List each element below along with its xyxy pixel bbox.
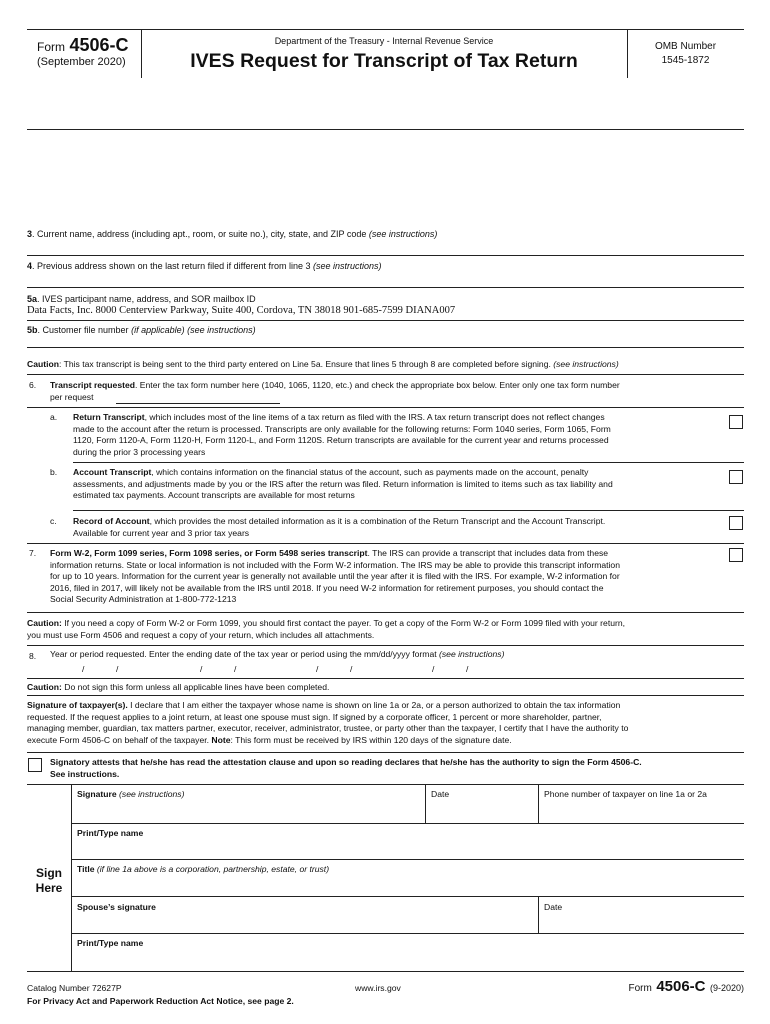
w2-1099-transcript-checkbox[interactable] [729, 548, 743, 562]
title-field[interactable]: Title (if line 1a above is a corporation, partnership, estate, or trust) [77, 864, 330, 874]
tax-form-number-input[interactable] [116, 403, 280, 404]
department-label: Department of the Treasury - Internal Revenue Service [274, 36, 494, 46]
line-6a-letter: a. [50, 412, 58, 422]
sign-here-label: Sign Here [35, 866, 63, 895]
line-6b-text: Account Transcript, which contains information on the financial status of the account, such as payments made on the account, penalty assessments, and adjustments made by you or the IRS after the return was filed. Return information is limited to items such as tax liability and estimated tax payments. Account transcripts are available for most returns [73, 467, 613, 501]
record-of-account-checkbox[interactable] [729, 516, 743, 530]
line-6-num: 6. [29, 380, 37, 390]
form-number-block [37, 35, 129, 56]
line-7-num: 7. [29, 548, 37, 558]
caution-line-5a: Caution: This tax transcript is being sent to the third party entered on Line 5a. Ensure that lines 5 through 8 are completed before signing. (see instructions) [27, 359, 619, 369]
spouse-date-field[interactable]: Date [544, 902, 563, 912]
line-8-num: 8. [29, 651, 37, 661]
line-6c-letter: c. [50, 516, 57, 526]
line-4-label: 4. Previous address shown on the last return filed if different from line 3 (see instructions) [27, 261, 382, 271]
omb-label: OMB Number [654, 41, 717, 52]
line-6-text: Transcript requested. Enter the tax form number here (1040, 1065, 1120, etc.) and check the appropriate box below. Enter only one tax form number per request [50, 380, 620, 402]
line-5a-label: 5a. IVES participant name, address, and SOR mailbox ID [27, 294, 256, 304]
privacy-notice: For Privacy Act and Paperwork Reduction Act Notice, see page 2. [27, 996, 294, 1006]
return-transcript-checkbox[interactable] [729, 415, 743, 429]
signature-field[interactable]: Signature (see instructions) [77, 789, 185, 799]
form-date: (September 2020) [37, 56, 126, 68]
line-6a-text: Return Transcript, which includes most of the line items of a tax return as filed with the IRS. A tax return transcript does not reflect changes made to the account after the return is processed. Transcripts are only available for the following returns: Form 1040 series, Form 1065, Form 1120, Form 1120-A, Form 1120-H, Form 1120-L, and Form 1120S. Return transcripts are available for the current year and returns processed during the prior 3 processing years [73, 412, 611, 457]
footer-form-number: Form 4506-C (9-2020) [628, 978, 744, 995]
caution-do-not-sign: Caution: Do not sign this form unless all applicable lines have been completed. [27, 682, 330, 692]
line-7-text: Form W-2, Form 1099 series, Form 1098 series, or Form 5498 series transcript. The IRS can provide a transcript that includes data from these information returns. State or local information is not included with the Form W-2 information. The IRS may be able to provide this transcript information for up to 10 years. Information for the current year is generally not available until the year after it is filed with the IRS. For example, W-2 information for 2016, filed in 2017, will likely not be available from the IRS until 2018. If you need W-2 information for retirement purposes, you should contact the Social Security Administration at 1-800-772-1213 [50, 548, 620, 605]
line-6b-letter: b. [50, 467, 58, 477]
phone-number-field[interactable]: Phone number of taxpayer on line 1a or 2a [544, 789, 707, 799]
account-transcript-checkbox[interactable] [729, 470, 743, 484]
form-prefix: Form [37, 40, 65, 54]
line-8-text: Year or period requested. Enter the ending date of the tax year or period using the mm/dd/yyyy format (see instructions) [50, 649, 505, 659]
line-5b-label: 5b. Customer file number (if applicable) (see instructions) [27, 325, 256, 335]
spouse-print-name-field[interactable]: Print/Type name [77, 938, 144, 948]
omb-number: 1545-1872 [661, 55, 710, 66]
line-5a-value[interactable]: Data Facts, Inc. 8000 Centerview Parkway, Suite 400, Cordova, TN 38018 901-685-7599 DIANA007 [27, 305, 456, 316]
date-field[interactable]: Date [431, 789, 450, 799]
page-title: IVES Request for Transcript of Tax Return [190, 50, 578, 72]
spouse-signature-field[interactable]: Spouse’s signature [77, 902, 156, 912]
form-number: 4506-C [69, 35, 129, 55]
signatory-attest-checkbox[interactable] [28, 758, 42, 772]
line-3-label: 3. Current name, address (including apt., room, or suite no.), city, state, and ZIP code (see instructions) [27, 229, 438, 239]
signature-declaration: Signature of taxpayer(s). I declare that I am either the taxpayer whose name is shown on line 1a or 2a, or a person authorized to obtain the tax information requested. If the request applies to a joint return, at least one spouse must sign. If signed by a corporate officer, 1 percent or more shareholder, partner, managing member, guardian, tax matters partner, executor, receiver, administrator, trustee, or party other than the taxpayer, I certify that I have the authority to execute Form 4506-C on behalf of the taxpayer. Note: This form must be received by IRS within 120 days of the signature date. [27, 700, 629, 745]
catalog-number: Catalog Number 72627P [27, 983, 122, 993]
line-6c-text: Record of Account, which provides the most detailed information as it is a combination of the Return Transcript and the Account Transcript. Available for current year and 3 prior tax years [73, 516, 606, 538]
print-name-field[interactable]: Print/Type name [77, 828, 144, 838]
irs-website: www.irs.gov [355, 983, 401, 993]
signatory-attest-text: Signatory attests that he/she has read the attestation clause and upon so reading declares that he/she has the authority to sign the Form 4506-C. See instructions. [50, 757, 642, 779]
caution-w2-copy: Caution: If you need a copy of Form W-2 or Form 1099, you should first contact the payer. To get a copy of the Form W-2 or Form 1099 filed with your return, you must use Form 4506 and request a copy of your return, which includes all attachments. [27, 618, 626, 640]
